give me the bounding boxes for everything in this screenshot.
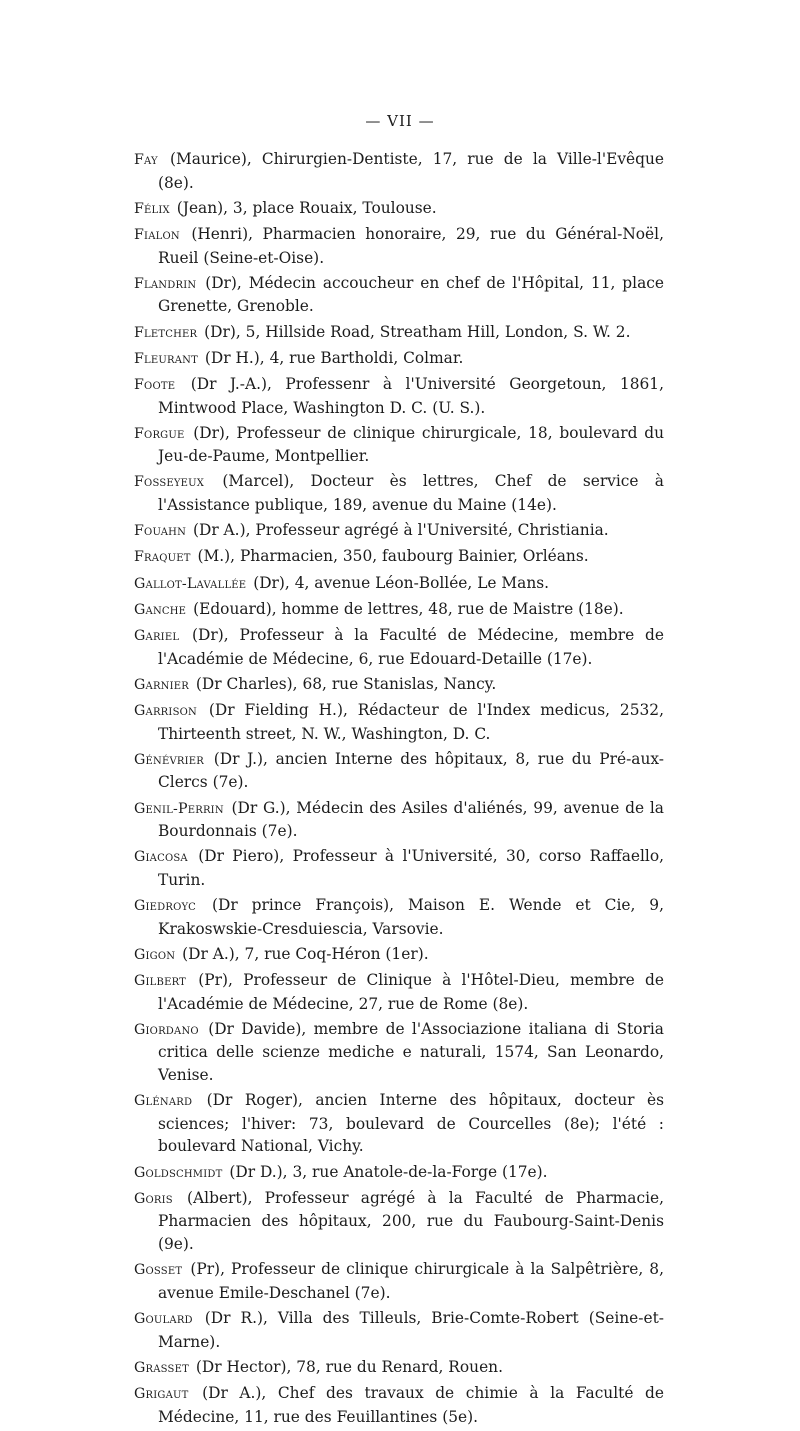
entry-name: Giacosa [134, 849, 188, 866]
directory-entry [134, 1258, 664, 1304]
directory-entry [134, 1382, 664, 1428]
directory-list [134, 148, 664, 1431]
entry-name: Goris [134, 1190, 173, 1207]
entry-details: (Dr Fielding H.), Rédacteur de l'Index medicus, 2532, Thirteenth street, N. W., Washington, D. C. [158, 700, 664, 743]
entry-details: (Pr), Professeur de clinique chirurgicale à la Salpêtrière, 8, avenue Emile-Deschanel (7e). [158, 1260, 664, 1302]
directory-entry [134, 845, 664, 891]
entry-name: Glénard [134, 1093, 193, 1110]
entry-details: (Marcel), Docteur ès lettres, Chef de service à l'Assistance publique, 189, avenue du Maine (14e). [158, 472, 664, 515]
directory-entry [134, 519, 664, 543]
directory-entry [134, 347, 664, 371]
entry-name: Genil-Perrin [134, 800, 224, 817]
directory-entry [134, 598, 664, 622]
entry-details: (Dr), Professeur de clinique chirurgicale, 18, boulevard du Jeu-de-Paume, Montpellier. [158, 423, 664, 466]
directory-entry [134, 748, 664, 794]
entry-details: (Dr), Médecin accoucheur en chef de l'Hôpital, 11, place Grenette, Grenoble. [158, 273, 664, 316]
entry-name: Ganche [134, 601, 187, 618]
directory-entry [134, 572, 664, 596]
directory-entry [134, 1018, 664, 1087]
entry-details: (Dr J.), ancien Interne des hôpitaux, 8, rue du Pré-aux-Clercs (7e). [158, 749, 664, 792]
entry-name: Grasset [134, 1359, 189, 1376]
entry-details: (Dr D.), 3, rue Anatole-de-la-Forge (17e). [229, 1162, 548, 1181]
entry-details: (M.), Pharmacien, 350, faubourg Bainier, Orléans. [197, 547, 589, 566]
entry-details: (Dr prince François), Maison E. Wende et Cie, 9, Krakoswskie-Cresduiescia, Varsovie. [158, 896, 664, 938]
entry-details: (Dr G.), Médecin des Asiles d'aliénés, 99, avenue de la Bourdonnais (7e). [158, 798, 664, 841]
entry-name: Génévrier [134, 751, 205, 768]
entry-name: Garnier [134, 676, 190, 693]
entry-details: (Dr), 5, Hillside Road, Streatham Hill, London, S. W. 2. [204, 322, 631, 341]
entry-name: Foote [134, 376, 176, 393]
entry-name: Fouahn [134, 523, 187, 540]
directory-entry [134, 894, 664, 940]
entry-name: Goldschmidt [134, 1164, 223, 1181]
entry-name: Gosset [134, 1262, 183, 1279]
entry-details: (Edouard), homme de lettres, 48, rue de Maistre (18e). [193, 599, 624, 618]
entry-details: (Dr), Professeur à la Faculté de Médecine, membre de l'Académie de Médecine, 6, rue Edouard-Detaille (17e). [158, 626, 664, 668]
entry-name: Gilbert [134, 973, 186, 990]
entry-details: (Dr Piero), Professeur à l'Université, 30, corso Raffaello, Turin. [158, 847, 664, 889]
directory-entry [134, 422, 664, 468]
entry-name: Gariel [134, 628, 180, 644]
entry-name: Forgue [134, 425, 185, 442]
directory-entry [134, 223, 664, 269]
directory-entry [134, 1187, 664, 1256]
entry-name: Grigaut [134, 1385, 189, 1402]
directory-entry [134, 943, 664, 967]
entry-name: Fialon [134, 226, 180, 243]
directory-entry [134, 1161, 664, 1185]
entry-name: Fay [134, 152, 158, 168]
directory-entry [134, 545, 664, 569]
directory-entry [134, 272, 664, 318]
directory-entry [134, 797, 664, 843]
entry-details: (Maurice), Chirurgien-Dentiste, 17, rue de la Ville-l'Evêque (8e). [158, 150, 664, 192]
entry-details: (Dr A.), Chef des travaux de chimie à la Faculté de Médecine, 11, rue des Feuillantines (5e). [158, 1383, 664, 1426]
directory-entry [134, 148, 664, 194]
directory-entry [134, 969, 664, 1015]
entry-name: Fletcher [134, 324, 198, 341]
page-number: — VII — [365, 112, 435, 130]
entry-details: (Dr Roger), ancien Interne des hôpitaux, docteur ès sciences; l'hiver: 73, boulevard de Courcelles (8e); l'été : boulevard National, Vichy. [158, 1091, 664, 1156]
entry-name: Félix [134, 200, 170, 217]
entry-details: (Albert), Professeur agrégé à la Faculté de Pharmacie, Pharmacien des hôpitaux, 200, rue du Faubourg-Saint-Denis (9e). [158, 1188, 664, 1253]
directory-entry [134, 1089, 664, 1158]
directory-entry [134, 373, 664, 419]
entry-name: Flandrin [134, 275, 197, 292]
entry-name: Giordano [134, 1021, 199, 1038]
entry-details: (Dr Hector), 78, rue du Renard, Rouen. [195, 1357, 503, 1376]
entry-name: Gigon [134, 946, 176, 963]
entry-details: (Dr A.), Professeur agrégé à l'Université, Christiania. [192, 521, 609, 540]
entry-details: (Dr Charles), 68, rue Stanislas, Nancy. [195, 674, 497, 693]
directory-entry [134, 197, 664, 221]
directory-entry [134, 1307, 664, 1353]
entry-name: Giedroyc [134, 898, 197, 915]
entry-name: Garrison [134, 702, 197, 719]
entry-name: Gallot-Lavallée [134, 575, 247, 592]
directory-entry [134, 321, 664, 345]
directory-entry [134, 699, 664, 745]
entry-details: (Dr J.-A.), Professenr à l'Université Georgetoun, 1861, Mintwood Place, Washington D. C. (U. S.). [158, 374, 664, 417]
entry-details: (Dr Davide), membre de l'Associazione italiana di Storia critica delle scienze mediche e naturali, 1574, San Leonardo, Venise. [158, 1019, 664, 1085]
entry-details: (Jean), 3, place Rouaix, Toulouse. [176, 198, 437, 217]
entry-details: (Dr), 4, avenue Léon-Bollée, Le Mans. [253, 573, 550, 592]
entry-name: Fosseyeux [134, 474, 205, 491]
entry-name: Fleurant [134, 350, 198, 367]
entry-details: (Dr A.), 7, rue Coq-Héron (1er). [182, 944, 429, 963]
entry-name: Goulard [134, 1310, 193, 1327]
entry-details: (Dr H.), 4, rue Bartholdi, Colmar. [204, 348, 464, 367]
entry-name: Fraquet [134, 549, 191, 566]
directory-entry [134, 470, 664, 516]
directory-entry [134, 673, 664, 697]
entry-details: (Pr), Professeur de Clinique à l'Hôtel-Dieu, membre de l'Académie de Médecine, 27, rue de Rome (8e). [158, 971, 664, 1013]
entry-details: (Henri), Pharmacien honoraire, 29, rue du Général-Noël, Rueil (Seine-et-Oise). [158, 224, 664, 267]
entry-details: (Dr R.), Villa des Tilleuls, Brie-Comte-Robert (Seine-et-Marne). [158, 1308, 664, 1351]
directory-entry [134, 1356, 664, 1380]
directory-entry [134, 624, 664, 670]
